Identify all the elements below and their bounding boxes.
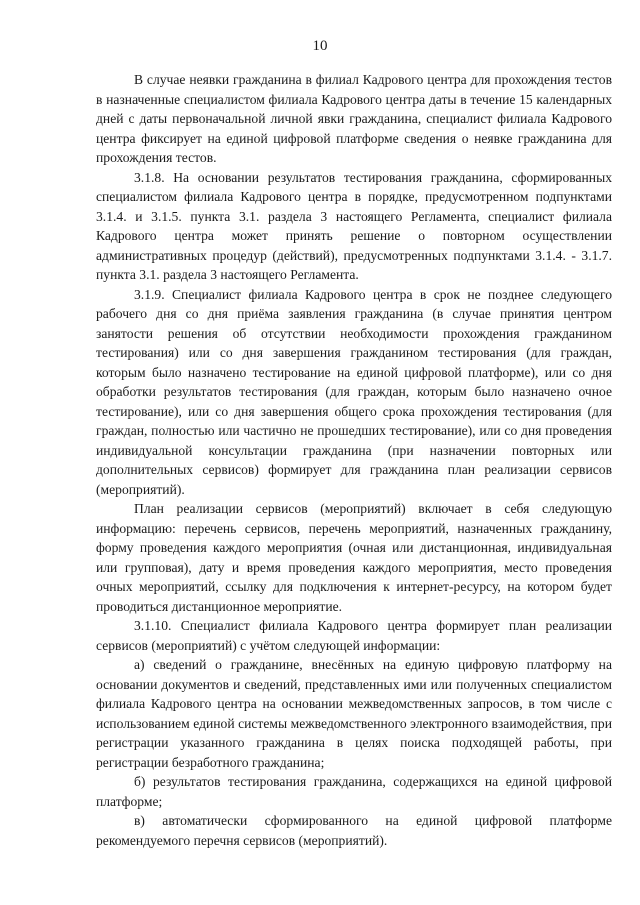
paragraph-absence: В случае неявки гражданина в филиал Кадрового центра для прохождения тестов в назначенные специалистом филиала Кадрового центра даты в течение 15 календарных дней с даты первоначальной личной явки гражданина, специалист филиала Кадрового центра фиксирует на единой цифровой платформе сведения о неявке гражданина для прохождения тестов. bbox=[96, 72, 612, 165]
paragraph-3-1-8: 3.1.8. На основании результатов тестирования гражданина, сформированных специалистом филиала Кадрового центра в порядке, предусмотренном подпунктами 3.1.4. и 3.1.5. пункта 3.1. раздела 3 настоящего Регламента, специалист филиала Кадрового центра может принять решение о повторном осуществлении административных процедур (действий), предусмотренных подпунктами 3.1.4. - 3.1.7. пункта 3.1. раздела 3 настоящего Регламента. bbox=[96, 169, 612, 282]
list-item-b: б) результатов тестирования гражданина, содержащихся на единой цифровой платформе; bbox=[96, 774, 612, 809]
page-number: 10 bbox=[312, 38, 328, 54]
document-body bbox=[96, 70, 612, 850]
list-item-a: а) сведений о гражданине, внесённых на единую цифровую платформу на основании документов и сведений, представленных ими или полученных специалистом филиала Кадрового центра на основании межведомственных запросов, в том числе с использованием единой системы межведомственного электронного взаимодействия, при регистрации указанного гражданина в целях поиска подходящей работы, при регистрации безработного гражданина; bbox=[96, 657, 612, 770]
paragraph-3-1-9: 3.1.9. Специалист филиала Кадрового центра в срок не позднее следующего рабочего дня со дня приёма заявления гражданина (в случае принятия центром занятости решения об отсутствии необходимости прохождения гражданином тестирования) или со дня завершения гражданином тестирования (для граждан, которым было назначено тестирование на единой цифровой платформе), или со дня обработки результатов тестирования (для граждан, которым было назначено очное тестирование), или со дня завершения общего срока прохождения тестирования (для граждан, полностью или частично не прошедших тестирование), или со дня проведения индивидуальной консультации гражданина (при назначении повторных или дополнительных сервисов) формирует для гражданина план реализации сервисов (мероприятий). bbox=[96, 286, 612, 497]
list-item-v: в) автоматически сформированного на единой цифровой платформе рекомендуемого перечня сервисов (мероприятий). bbox=[96, 813, 612, 848]
paragraph-3-1-10: 3.1.10. Специалист филиала Кадрового центра формирует план реализации сервисов (мероприятий) с учётом следующей информации: bbox=[96, 618, 612, 653]
paragraph-plan-contents: План реализации сервисов (мероприятий) включает в себя следующую информацию: перечень сервисов, перечень мероприятий, назначенных гражданину, форму проведения каждого мероприятия (очная или дистанционная, индивидуальная или групповая), дату и время проведения каждого мероприятия, место проведения очных мероприятий, ссылку для подключения к интернет-ресурсу, на котором будет проводиться дистанционное мероприятие. bbox=[96, 501, 612, 614]
